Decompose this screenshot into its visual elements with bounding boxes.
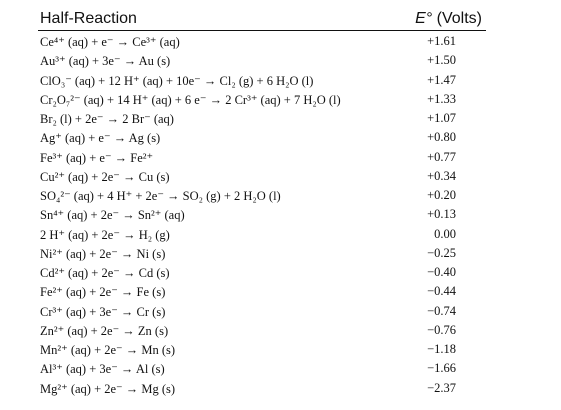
table-row [38,166,486,185]
half-reaction-cell: ClO₃⁻ (aq) + 12 H⁺ (aq) + 10e⁻ → Cl₂ (g) + 6 H₂O (l) [40,73,314,88]
table-row [38,358,486,377]
table-row [38,378,486,397]
table-row [38,70,486,89]
table-row [38,320,486,339]
half-reaction-cell: Fe³⁺ (aq) + e⁻ → Fe²⁺ [40,150,154,165]
table-row [38,224,486,243]
potential-cell: −0.74 [427,303,456,318]
table-row [38,281,486,300]
potential-cell: −0.44 [427,284,456,299]
header-half-reaction: Half-Reaction [40,10,137,27]
header-potential [415,10,482,28]
half-reaction-cell: 2 H⁺ (aq) + 2e⁻ → H₂ (g) [40,227,170,242]
table-row [38,339,486,358]
half-reaction-table [38,8,486,397]
half-reaction-cell: Ag⁺ (aq) + e⁻ → Ag (s) [40,131,161,146]
potential-cell: +0.80 [427,130,456,145]
table-row [38,50,486,69]
half-reaction-cell: Mg²⁺ (aq) + 2e⁻ → Mg (s) [40,381,176,396]
potential-cell: +0.77 [427,149,456,164]
half-reaction-cell: SO₄²⁻ (aq) + 4 H⁺ + 2e⁻ → SO₂ (g) + 2 H₂O (l) [40,189,281,203]
table-row [38,108,486,127]
table-row [38,147,486,166]
potential-cell: +0.13 [427,207,456,222]
table-row [38,262,486,281]
half-reaction-cell: Cr₂O₇²⁻ (aq) + 14 H⁺ (aq) + 6 e⁻ → 2 Cr³⁺ (aq) + 7 H₂O (l) [40,92,341,107]
potential-cell: +0.20 [427,188,456,202]
header-potential-units: (Volts) [432,10,482,27]
potential-cell: −0.25 [427,245,456,260]
table-body [38,31,486,397]
half-reaction-cell: Ce⁴⁺ (aq) + e⁻ → Ce³⁺ (aq) [40,35,180,49]
potential-cell: 0.00 [434,226,456,241]
half-reaction-cell: Cd²⁺ (aq) + 2e⁻ → Cd (s) [40,266,170,280]
table-row [38,89,486,108]
potential-cell: −0.40 [427,265,456,279]
half-reaction-cell: Ni²⁺ (aq) + 2e⁻ → Ni (s) [40,246,166,261]
table-row [38,127,486,146]
half-reaction-cell: Br₂ (l) + 2e⁻ → 2 Br⁻ (aq) [40,112,174,126]
half-reaction-cell: Al³⁺ (aq) + 3e⁻ → Al (s) [40,362,165,377]
potential-cell: +0.34 [427,168,456,183]
potential-cell: −0.76 [427,322,456,337]
half-reaction-cell: Au³⁺ (aq) + 3e⁻ → Au (s) [40,54,171,69]
half-reaction-cell: Fe²⁺ (aq) + 2e⁻ → Fe (s) [40,285,166,300]
potential-cell: +1.61 [427,34,456,48]
table-row [38,204,486,223]
half-reaction-cell: Cr³⁺ (aq) + 3e⁻ → Cr (s) [40,304,166,319]
header-potential-symbol: E° [415,10,433,27]
half-reaction-cell: Cu²⁺ (aq) + 2e⁻ → Cu (s) [40,169,170,184]
potential-cell: +1.50 [427,53,456,68]
table-row [38,243,486,262]
potential-cell: +1.47 [427,72,456,87]
half-reaction-cell: Sn⁴⁺ (aq) + 2e⁻ → Sn²⁺ (aq) [40,208,185,223]
table-row [38,31,486,50]
half-reaction-cell: Mn²⁺ (aq) + 2e⁻ → Mn (s) [40,343,176,357]
potential-cell: +1.07 [427,111,456,125]
half-reaction-cell: Zn²⁺ (aq) + 2e⁻ → Zn (s) [40,323,169,338]
table-row [38,301,486,320]
potential-cell: −1.18 [427,342,456,356]
potential-cell: −1.66 [427,361,456,376]
table-row [38,185,486,204]
potential-cell: −2.37 [427,380,456,395]
table-header [38,8,486,31]
potential-cell: +1.33 [427,91,456,106]
